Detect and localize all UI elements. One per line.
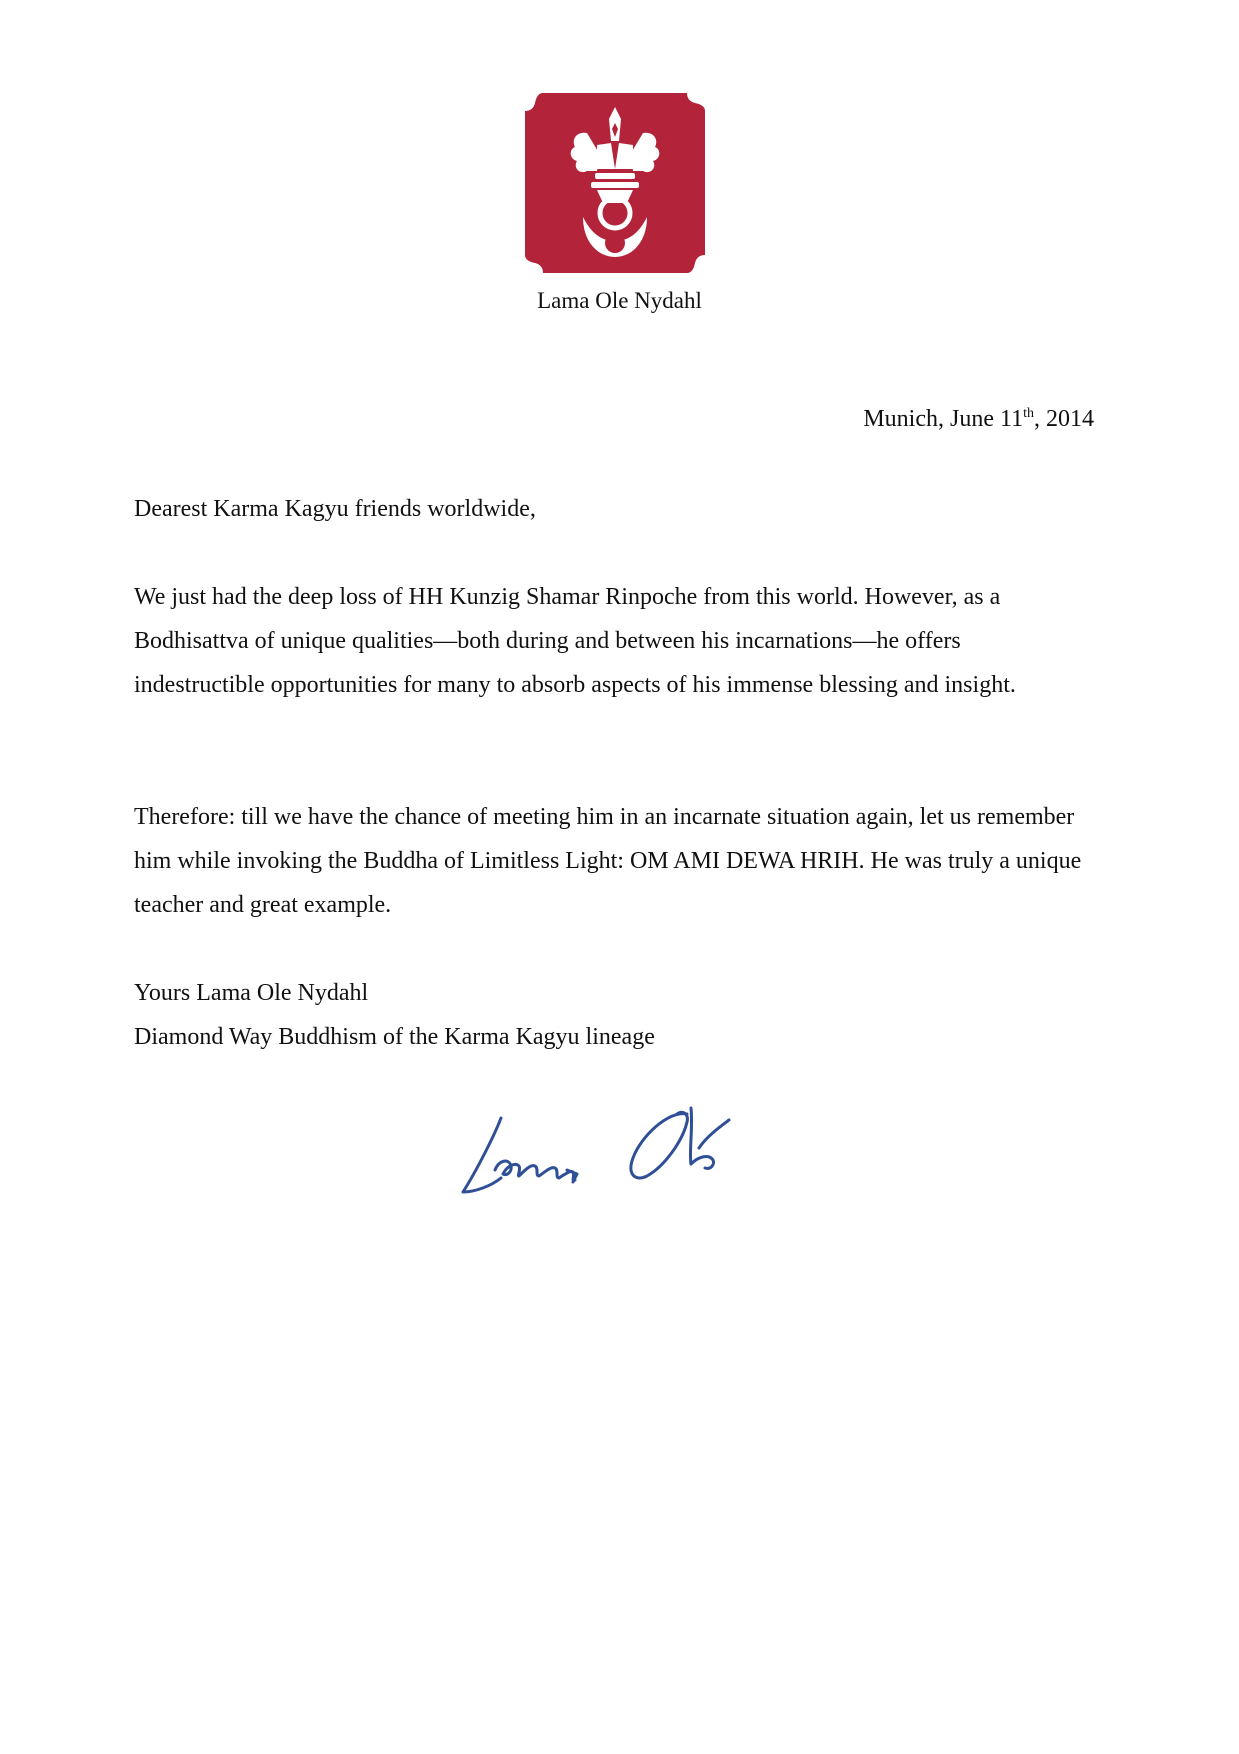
dateline-ordinal-suffix: th (1023, 406, 1034, 421)
dateline-year: , 2014 (1034, 406, 1094, 432)
organization-line: Diamond Way Buddhism of the Karma Kagyu lineage (134, 1024, 655, 1050)
body-paragraph-2: Therefore: till we have the chance of meeting him in an incarnate situation again, let us remember him while invoking the Buddha of Limitless Light: OM AMI DEWA HRIH. He was truly a unique teacher and great example. (134, 804, 1082, 918)
body-paragraph-1: We just had the deep loss of HH Kunzig Shamar Rinpoche from this world. However, as a Bodhisattva of unique qualities—both during and between his incarnations—he offers indestructible opportunities for many to absorb aspects of his immense blessing and insight. (134, 584, 1016, 698)
closing-block (134, 971, 1094, 1059)
letterhead-name: Lama Ole Nydahl (537, 288, 702, 313)
dateline (863, 403, 1094, 435)
handwritten-signature-icon (455, 1100, 795, 1210)
closing-line: Yours Lama Ole Nydahl (134, 980, 369, 1006)
dateline-place-date: Munich, June 11 (863, 406, 1024, 432)
ornament-logo-icon (525, 93, 705, 273)
salutation: Dearest Karma Kagyu friends worldwide, (134, 496, 536, 522)
